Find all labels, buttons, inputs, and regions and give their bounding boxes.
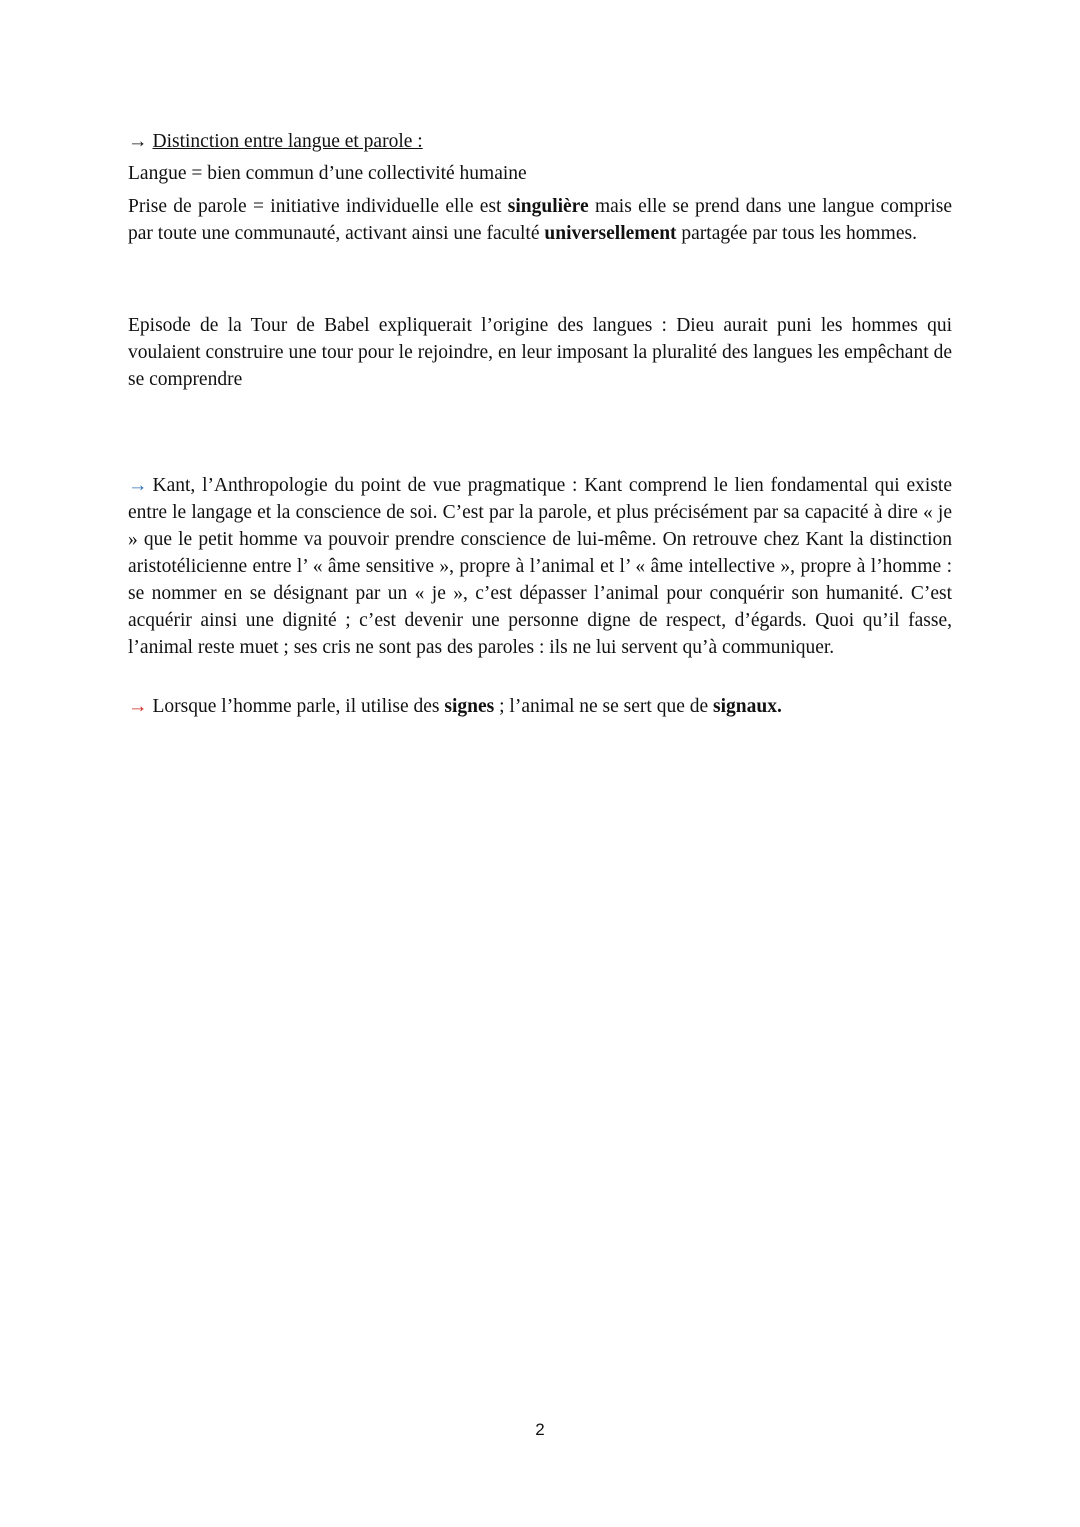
conclusion-text-2: ; l’animal ne se sert que de xyxy=(494,696,714,717)
arrow-right-icon: → xyxy=(128,696,148,717)
conclusion-bold-2: signaux. xyxy=(713,696,782,717)
babel-paragraph: Episode de la Tour de Babel expliquerait l’origine des langues : Dieu aurait puni les hommes qui voulaient construire une tour pour le rejoindre, en leur imposant la pluralité des langues les empêchant de se comprendre xyxy=(128,315,952,390)
parole-bold-2: universellement xyxy=(544,223,677,244)
parole-bold-1: singulière xyxy=(507,196,589,217)
conclusion-line xyxy=(128,693,782,720)
parole-text-3: partagée par tous les hommes. xyxy=(676,223,917,244)
langue-definition: Langue = bien commun d’une collectivité humaine xyxy=(128,163,527,184)
arrow-right-icon: → xyxy=(128,131,148,152)
section-heading xyxy=(128,128,423,155)
page-number: 2 xyxy=(535,1420,545,1439)
kant-text: Kant, l’Anthropologie du point de vue pragmatique : Kant comprend le lien fondamental qui existe entre le langage et la conscience de soi. C’est par la parole, et plus précisément par sa capacité à dire « je » que le petit homme va pouvoir prendre conscience de lui-même. On retrouve chez Kant la distinction aristotélicienne entre l’ « âme sensitive », propre à l’animal et l’ « âme intellective », propre à l’homme : se nommer en se désignant par un « je », c’est dépasser l’animal pour conquérir son humanité. C’est acquérir ainsi une dignité ; c’est devenir une personne digne de respect, d’égards. Quoi qu’il fasse, l’animal reste muet ; ses cris ne sont pas des paroles : ils ne lui servent qu’à communiquer. xyxy=(128,475,952,658)
parole-text-1: Prise de parole = initiative individuelle elle est xyxy=(128,196,508,217)
conclusion-bold-1: signes xyxy=(444,696,495,717)
conclusion-text-1: Lorsque l’homme parle, il utilise des xyxy=(152,696,445,717)
parole-definition xyxy=(128,193,952,247)
heading-text: Distinction entre langue et parole : xyxy=(152,131,423,152)
arrow-right-icon: → xyxy=(128,475,148,496)
parole-text-2: mais elle se prend dans une langue comprise par toute une communauté, activant ainsi une faculté xyxy=(128,196,952,244)
kant-paragraph xyxy=(128,472,952,661)
